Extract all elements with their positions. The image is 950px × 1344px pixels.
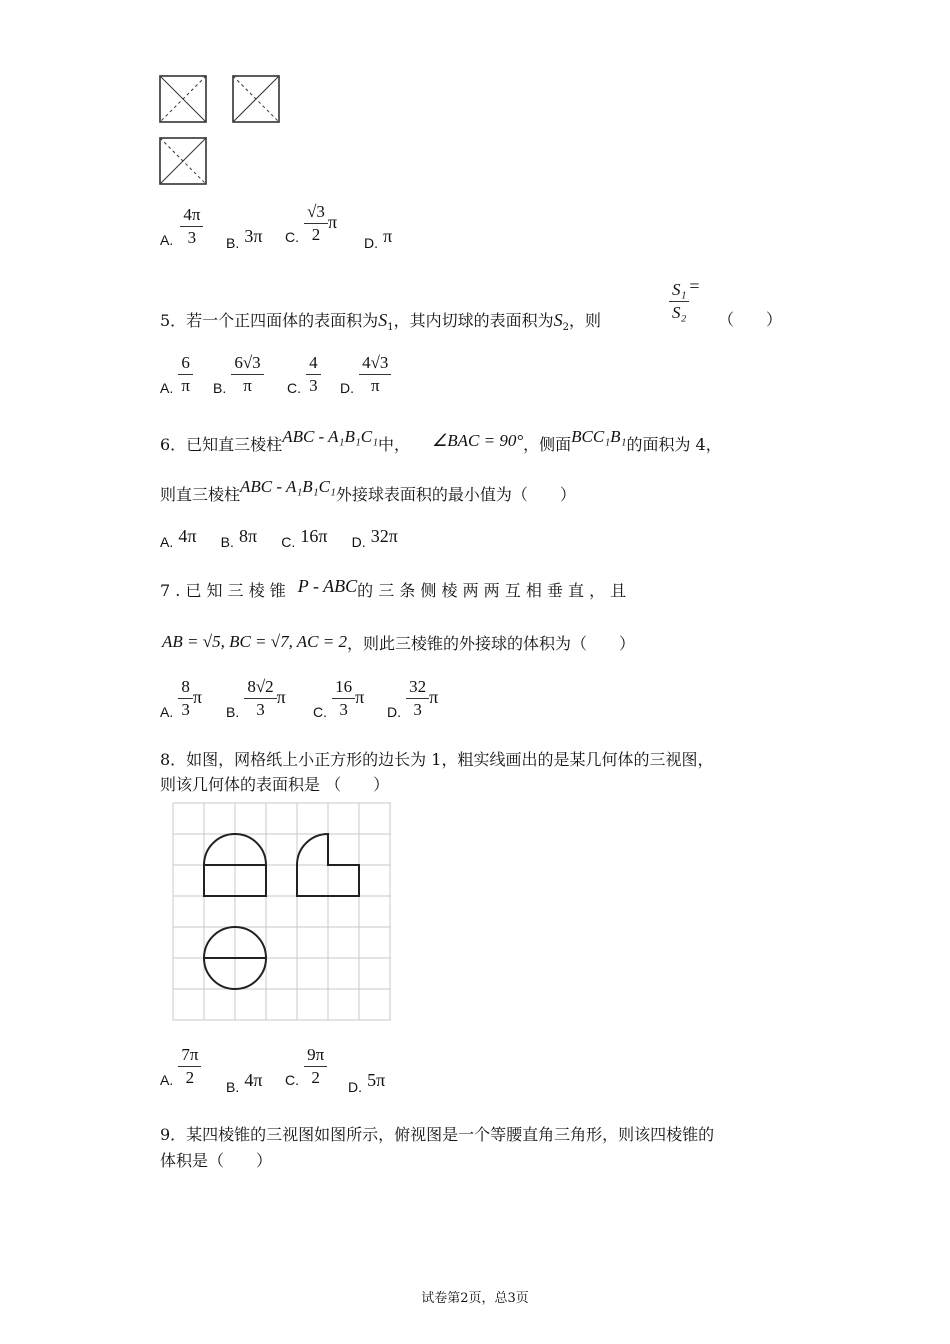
q7-option-d-label: D. bbox=[387, 704, 401, 720]
q8-option-d-value: 5π bbox=[367, 1070, 386, 1090]
q6-text-b: 中， bbox=[378, 435, 411, 454]
q8-option-d bbox=[348, 1070, 385, 1095]
q7-option-d-pi: π bbox=[429, 687, 439, 707]
q5-text-a: 5．若一个正四面体的表面积为 bbox=[160, 311, 379, 330]
q6-prism: ABC - A₁B₁C₁ bbox=[282, 427, 378, 446]
q4-option-d-value: π bbox=[383, 226, 393, 246]
q7-option-a-pi: π bbox=[192, 687, 202, 707]
q9-stem-line2: 体积是（ ） bbox=[160, 1151, 273, 1170]
q7-option-d bbox=[387, 676, 438, 721]
q8-option-b bbox=[226, 1070, 262, 1095]
q5-stem bbox=[160, 309, 601, 339]
q4-three-view-figure bbox=[158, 74, 283, 189]
q7-option-c-pi: π bbox=[355, 687, 365, 707]
q4-option-c-label: C. bbox=[285, 229, 299, 245]
q7-option-d-value: $\frac{32}{3}$ bbox=[406, 676, 429, 721]
q6-line2-b: 外接球表面积的最小值为（ ） bbox=[335, 485, 576, 504]
q5-option-a-label: A. bbox=[160, 380, 174, 396]
q7-option-a-label: A. bbox=[160, 704, 174, 720]
q6-text-c: ，侧面 bbox=[523, 435, 572, 454]
q4-option-b bbox=[226, 226, 262, 251]
q6-option-b-value: 8π bbox=[238, 526, 258, 546]
q8-grid-three-view-figure bbox=[172, 802, 392, 1022]
q8-option-a-label: A. bbox=[160, 1072, 174, 1088]
q7-option-c-label: C. bbox=[313, 704, 327, 720]
q4-options bbox=[160, 204, 203, 249]
q6-option-a-label: A. bbox=[160, 534, 174, 550]
q5-paren: （ ） bbox=[718, 310, 783, 329]
q4-option-c-value: $\frac{√3}{2}$ bbox=[304, 201, 328, 246]
q7-option-b-label: B. bbox=[226, 704, 240, 720]
q6-stem-line1 bbox=[160, 427, 722, 456]
q8-option-c-value: $\frac{9\pi}{2}$ bbox=[304, 1044, 327, 1089]
q8-option-d-label: D. bbox=[348, 1079, 362, 1095]
q8-option-a bbox=[160, 1044, 201, 1089]
q7-option-a-value: $\frac{8}{3}$ bbox=[178, 676, 193, 721]
q5-option-a bbox=[160, 352, 193, 397]
q7-condition: AB = √5, BC = √7, AC = 2 bbox=[162, 632, 347, 651]
q7-option-c bbox=[313, 676, 364, 721]
q4-option-c-pi: π bbox=[327, 212, 338, 232]
q5-ratio bbox=[669, 276, 700, 324]
q7-stem-line1 bbox=[160, 576, 790, 602]
q7-option-b bbox=[226, 676, 286, 721]
q7-option-b-pi: π bbox=[276, 687, 286, 707]
q5-option-b-label: B. bbox=[213, 380, 227, 396]
q5-text-b: ，其内切球的表面积为 bbox=[393, 311, 554, 330]
q4-option-a-label: A. bbox=[160, 232, 174, 248]
q5-option-a-value: $\frac{6}{\pi}$ bbox=[178, 352, 193, 397]
q5-s1: S bbox=[378, 310, 388, 330]
q9-stem-line1: 9．某四棱锥的三视图如图所示，俯视图是一个等腰直角三角形，则该四棱锥的 bbox=[160, 1125, 715, 1144]
q4-option-d-label: D. bbox=[364, 235, 378, 251]
q8-option-c bbox=[285, 1044, 327, 1089]
q5-option-c-value: $\frac{4}{3}$ bbox=[306, 352, 321, 397]
q7-option-c-value: $\frac{16}{3}$ bbox=[332, 676, 355, 721]
q6-text-d: 的面积为 4， bbox=[626, 435, 722, 454]
q8-option-c-label: C. bbox=[285, 1072, 299, 1088]
q5-s2-sub: 2 bbox=[562, 322, 569, 334]
q5-text-c: ，则 bbox=[568, 311, 601, 330]
q4-option-c bbox=[285, 201, 337, 246]
q5-option-c bbox=[287, 352, 321, 397]
q6-options bbox=[160, 526, 398, 550]
q5-eq: = bbox=[689, 276, 700, 296]
q6-angle: ∠BAC = 90° bbox=[432, 431, 524, 450]
q8-stem-line1: 8．如图，网格纸上小正方形的边长为 1，粗实线画出的是某几何体的三视图， bbox=[160, 750, 714, 769]
q5-s1-sub: 1 bbox=[387, 322, 394, 334]
q7-option-b-value: $\frac{8√2}{3}$ bbox=[244, 676, 276, 721]
q6-prism2: ABC - A₁B₁C₁ bbox=[240, 477, 336, 496]
q6-face: BCC₁B₁ bbox=[571, 427, 627, 446]
q7-text-a: 7 . 已 知 三 棱 锥 bbox=[160, 581, 286, 600]
q6-option-a-value: 4π bbox=[178, 526, 197, 546]
q5-s2: S bbox=[553, 310, 563, 330]
q6-option-b-label: B. bbox=[220, 534, 234, 550]
q5-option-d-value: $\frac{4√3}{\pi}$ bbox=[359, 352, 391, 397]
q8-option-b-value: 4π bbox=[244, 1070, 263, 1090]
q5-ratio-frac: $\frac{\text{S₁}}{\text{S₂}}$ bbox=[669, 279, 689, 324]
q7-option-a bbox=[160, 676, 202, 721]
q6-option-c-value: 16π bbox=[300, 526, 328, 546]
q7-line2-b: ，则此三棱锥的外接球的体积为（ ） bbox=[346, 634, 635, 653]
q4-option-b-value: 3π bbox=[244, 226, 263, 246]
q7-text-b: 的 三 条 侧 棱 两 两 互 相 垂 直 ， 且 bbox=[357, 581, 627, 600]
q6-line2-a: 则直三棱柱 bbox=[160, 485, 241, 504]
q7-stem-line2 bbox=[162, 633, 635, 655]
q4-option-d bbox=[364, 226, 392, 251]
q7-pyramid: P - ABC bbox=[297, 576, 358, 596]
q8-stem-line2: 则该几何体的表面积是 （ ） bbox=[160, 775, 390, 794]
q6-option-d-label: D. bbox=[351, 534, 366, 550]
q6-stem-line2 bbox=[160, 477, 576, 506]
q6-text-a: 6．已知直三棱柱 bbox=[160, 435, 283, 454]
q5-option-b bbox=[213, 352, 264, 397]
q5-option-b-value: $\frac{6√3}{\pi}$ bbox=[231, 352, 263, 397]
q4-option-a-value: $\frac{4\pi}{3}$ bbox=[180, 204, 203, 249]
page-footer: 试卷第2页，总3页 bbox=[421, 1291, 529, 1306]
q4-option-b-label: B. bbox=[226, 235, 240, 251]
q8-option-b-label: B. bbox=[226, 1079, 240, 1095]
q6-option-d-value: 32π bbox=[370, 526, 398, 546]
q6-option-c-label: C. bbox=[281, 534, 296, 550]
q5-option-c-label: C. bbox=[287, 380, 301, 396]
q5-option-d-label: D. bbox=[340, 380, 354, 396]
q5-option-d bbox=[340, 352, 391, 397]
q8-option-a-value: $\frac{7\pi}{2}$ bbox=[178, 1044, 201, 1089]
